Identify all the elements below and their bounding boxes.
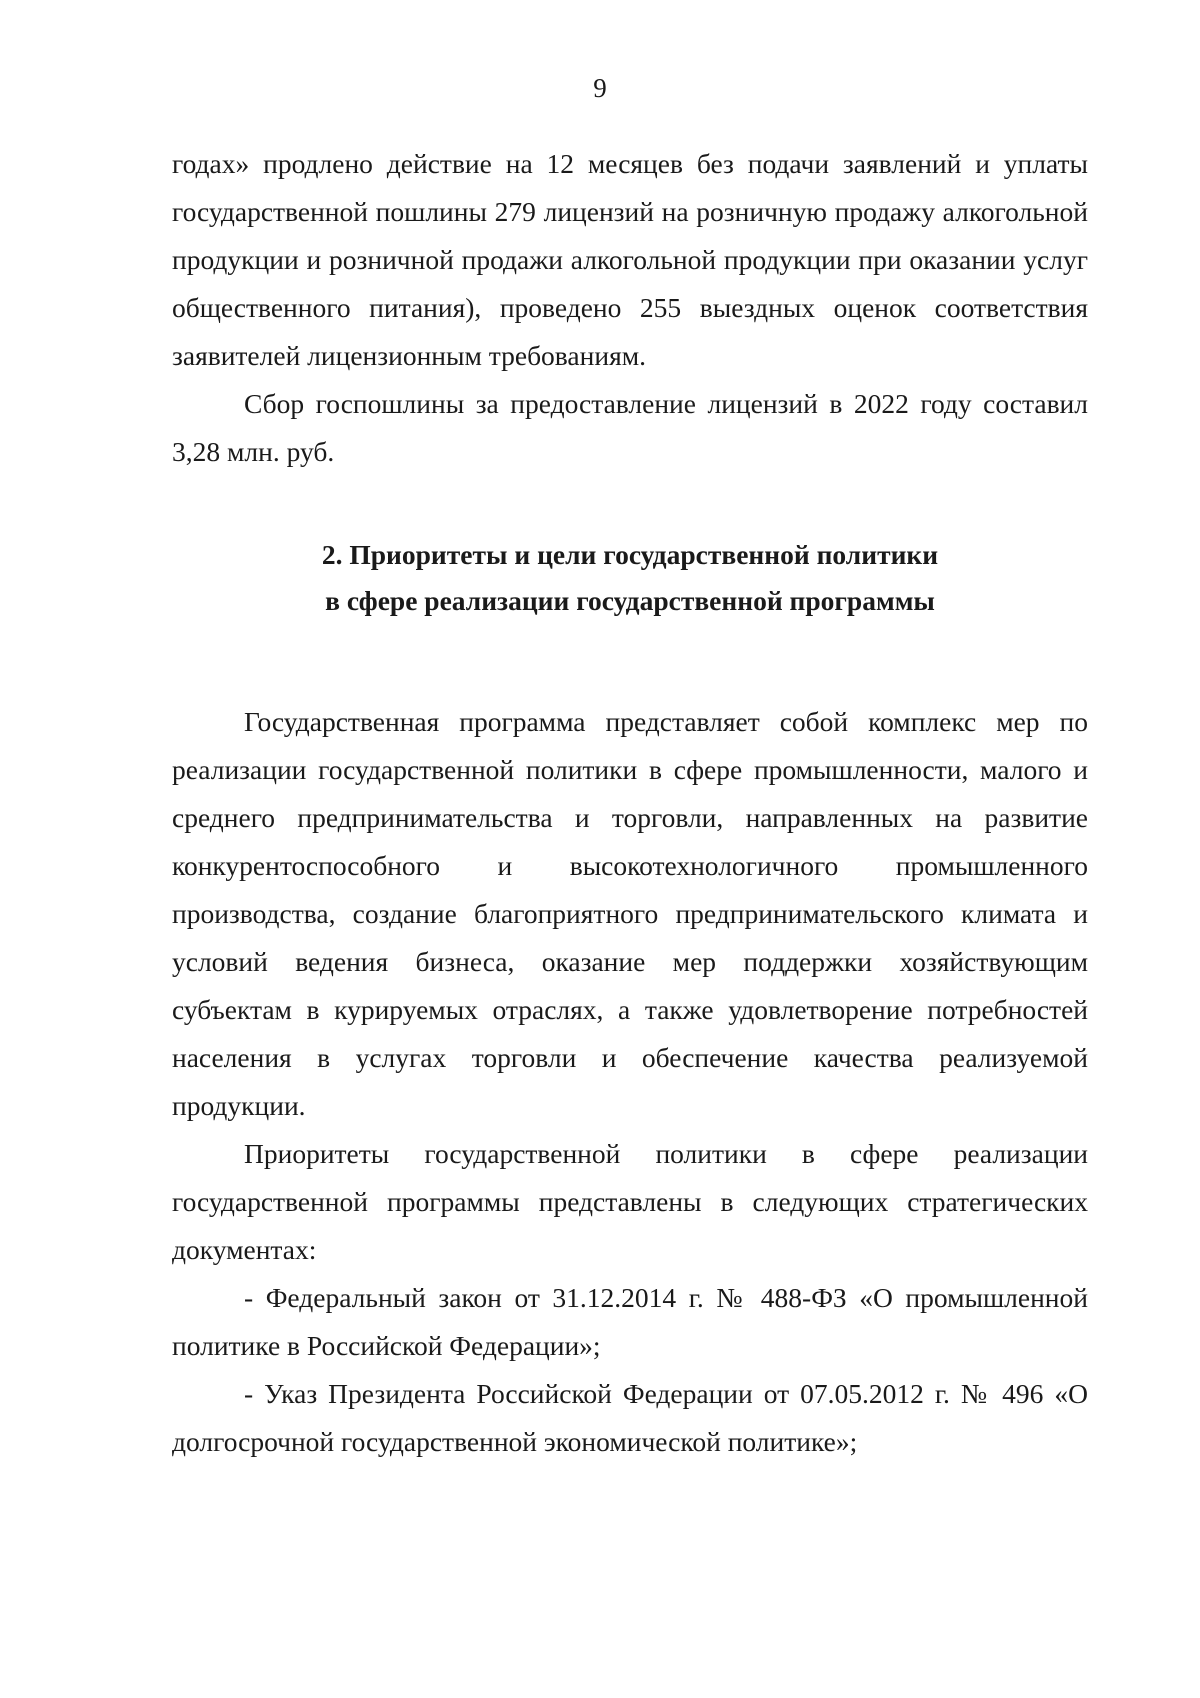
list-item-presidential-decree: - Указ Президента Российской Федерации от 07.05.2012 г. № 496 «О долгосрочной государственной экономической политике»; xyxy=(172,1378,1088,1457)
page-number: 9 xyxy=(593,73,607,103)
section-heading-line-2: в сфере реализации государственной программы xyxy=(325,585,935,616)
paragraph-state-fee: Сбор госпошлины за предоставление лицензий в 2022 году составил 3,28 млн. руб. xyxy=(172,388,1088,467)
paragraph-licenses-extension: годах» продлено действие на 12 месяцев без подачи заявлений и уплаты государственной пошлины 279 лицензий на розничную продажу алкогольной продукции и розничной продажи алкогольной продукции при оказании услуг общественного питания), проведено 255 выездных оценок соответствия заявителей лицензионным требованиям. xyxy=(172,148,1088,371)
document-body xyxy=(172,140,1088,1466)
section-heading xyxy=(172,532,1088,624)
section-heading-line-1: 2. Приоритеты и цели государственной политики xyxy=(321,539,939,570)
paragraph-program-description: Государственная программа представляет собой комплекс мер по реализации государственной политики в сфере промышленности, малого и среднего предпринимательства и торговли, направленных на развитие конкурентоспособного и высокотехнологичного промышленного производства, создание благоприятного предпринимательского климата и условий ведения бизнеса, оказание мер поддержки хозяйствующим субъектам в курируемых отраслях, а также удовлетворение потребностей населения в услугах торговли и обеспечение качества реализуемой продукции. xyxy=(172,706,1088,1121)
paragraph-priorities-intro: Приоритеты государственной политики в сфере реализации государственной программы представлены в следующих стратегических документах: xyxy=(172,1138,1088,1265)
list-item-federal-law: - Федеральный закон от 31.12.2014 г. № 488-ФЗ «О промышленной политике в Российской Федерации»; xyxy=(172,1282,1088,1361)
